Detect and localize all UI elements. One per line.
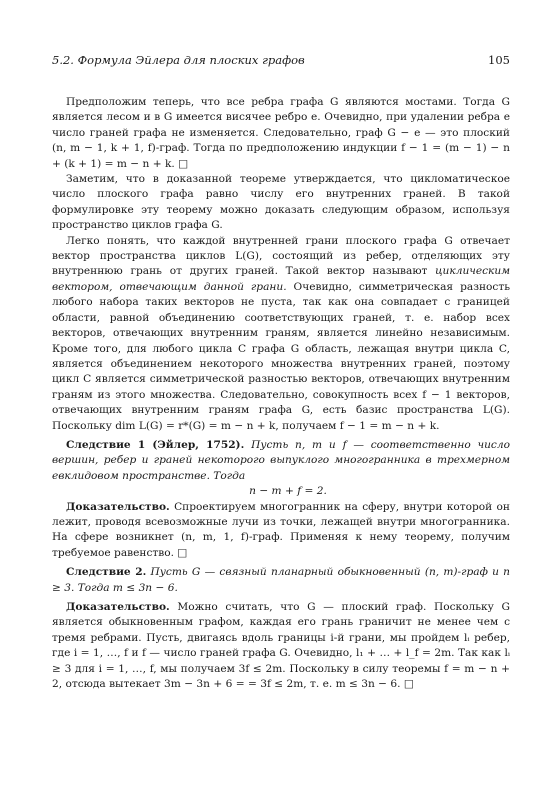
euler-formula: n − m + f = 2. [249, 485, 327, 498]
paragraph-text: Очевидно, симметрическая разность любого набора таких векторов не пуста, так как она совпадает с границей области, равной объединению соответствующих граней, т. е. набор всех векторов, отвечающих внутренним граням, является линейно независимым. Кроме того, для любого цикла C графа G область, лежащая внутри цикла C, является объединением некоторого множества внутренних граней, поэтому цикл C является симметрической разностью векторов, отвечающих внутренним граням из этого множества. Следовательно, совокупность всех f − 1 векторов, отвечающих внутренним граням графа G, есть базис пространства L(G). Поскольку dim L(G) = r*(G) = m − n + k, получаем f − 1 = m − n + k. [52, 280, 510, 432]
proof-title: Доказательство. [66, 601, 170, 613]
page-number: 105 [488, 53, 510, 67]
paragraph: Предположим теперь, что все ребра графа G являются мостами. Тогда G является лесом и в G имеется висячее ребро e. Очевидно, при удалении ребра e число граней графа не изменяется. Следовательно, граф G − e — это плоский (n, m − 1, k + 1, f)-граф. Тогда по предположению индукции f − 1 = (m − 1) − n + (k + 1) = m − n + k. □ [52, 96, 510, 170]
corollary-title: Следствие 1 (Эйлер, 1752). [66, 438, 245, 451]
page-body [52, 95, 510, 692]
corollary-statement: Пусть G — связный планарный обыкновенный (n, m)-граф и n ≥ 3. Тогда m ≤ 3n − 6. [52, 566, 510, 594]
corollary-statement: Пусть n, m и f — соответственно число вершин, ребер и граней некоторого выпуклого многогранника в трехмерном евклидовом пространстве. Тогда [52, 438, 510, 482]
proof-1 [52, 500, 510, 562]
corollary-2 [52, 565, 510, 596]
paragraph: Заметим, что в доказанной теореме утверждается, что цикломатическое число плоского графа равно числу его внутренних граней. В такой формулировке эту теорему можно доказать следующим образом, используя пространство циклов графа G. [52, 173, 510, 232]
proof-text: Спроектируем многогранник на сферу, внутри которой он лежит, проводя всевозможные лучи из точки, лежащей внутри многогранника. На сфере возникнет (n, m, 1, f)-граф. Применяя к нему теорему, получим требуемое равенство. □ [52, 500, 510, 559]
proof-text: Можно считать, что G — плоский граф. Поскольку G является обыкновенным графом, каждая его грань граничит не менее чем с тремя ребрами. Пусть, двигаясь вдоль границы i-й грани, мы пройдем lᵢ ребер, где i = 1, …, f и f — число граней графа G. Очевидно, l₁ + … + l_f = 2m. Так как lᵢ ≥ 3 для i = 1, …, f, мы получаем 3f ≤ 2m. Поскольку в силу теоремы f = m − n + 2, отсюда вытекает 3m − 3n + 6 = = 3f ≤ 2m, т. е. m ≤ 3n − 6. □ [52, 601, 510, 691]
paragraph [52, 234, 510, 434]
section-title: 5.2. Формула Эйлера для плоских графов [52, 53, 305, 67]
emphasized-term: циклическим вектором, отвечающим данной грани. [52, 265, 510, 293]
running-header [52, 53, 510, 67]
proof-2 [52, 600, 510, 692]
paragraph-text: Легко понять, что каждой внутренней грани плоского графа G отвечает вектор пространства циклов L(G), состоящий из ребер, отделяющих эту внутреннюю грань от других граней. Такой вектор называют [52, 234, 510, 278]
corollary-1 [52, 438, 510, 484]
corollary-title: Следствие 2. [66, 566, 147, 579]
proof-title: Доказательство. [66, 500, 170, 513]
